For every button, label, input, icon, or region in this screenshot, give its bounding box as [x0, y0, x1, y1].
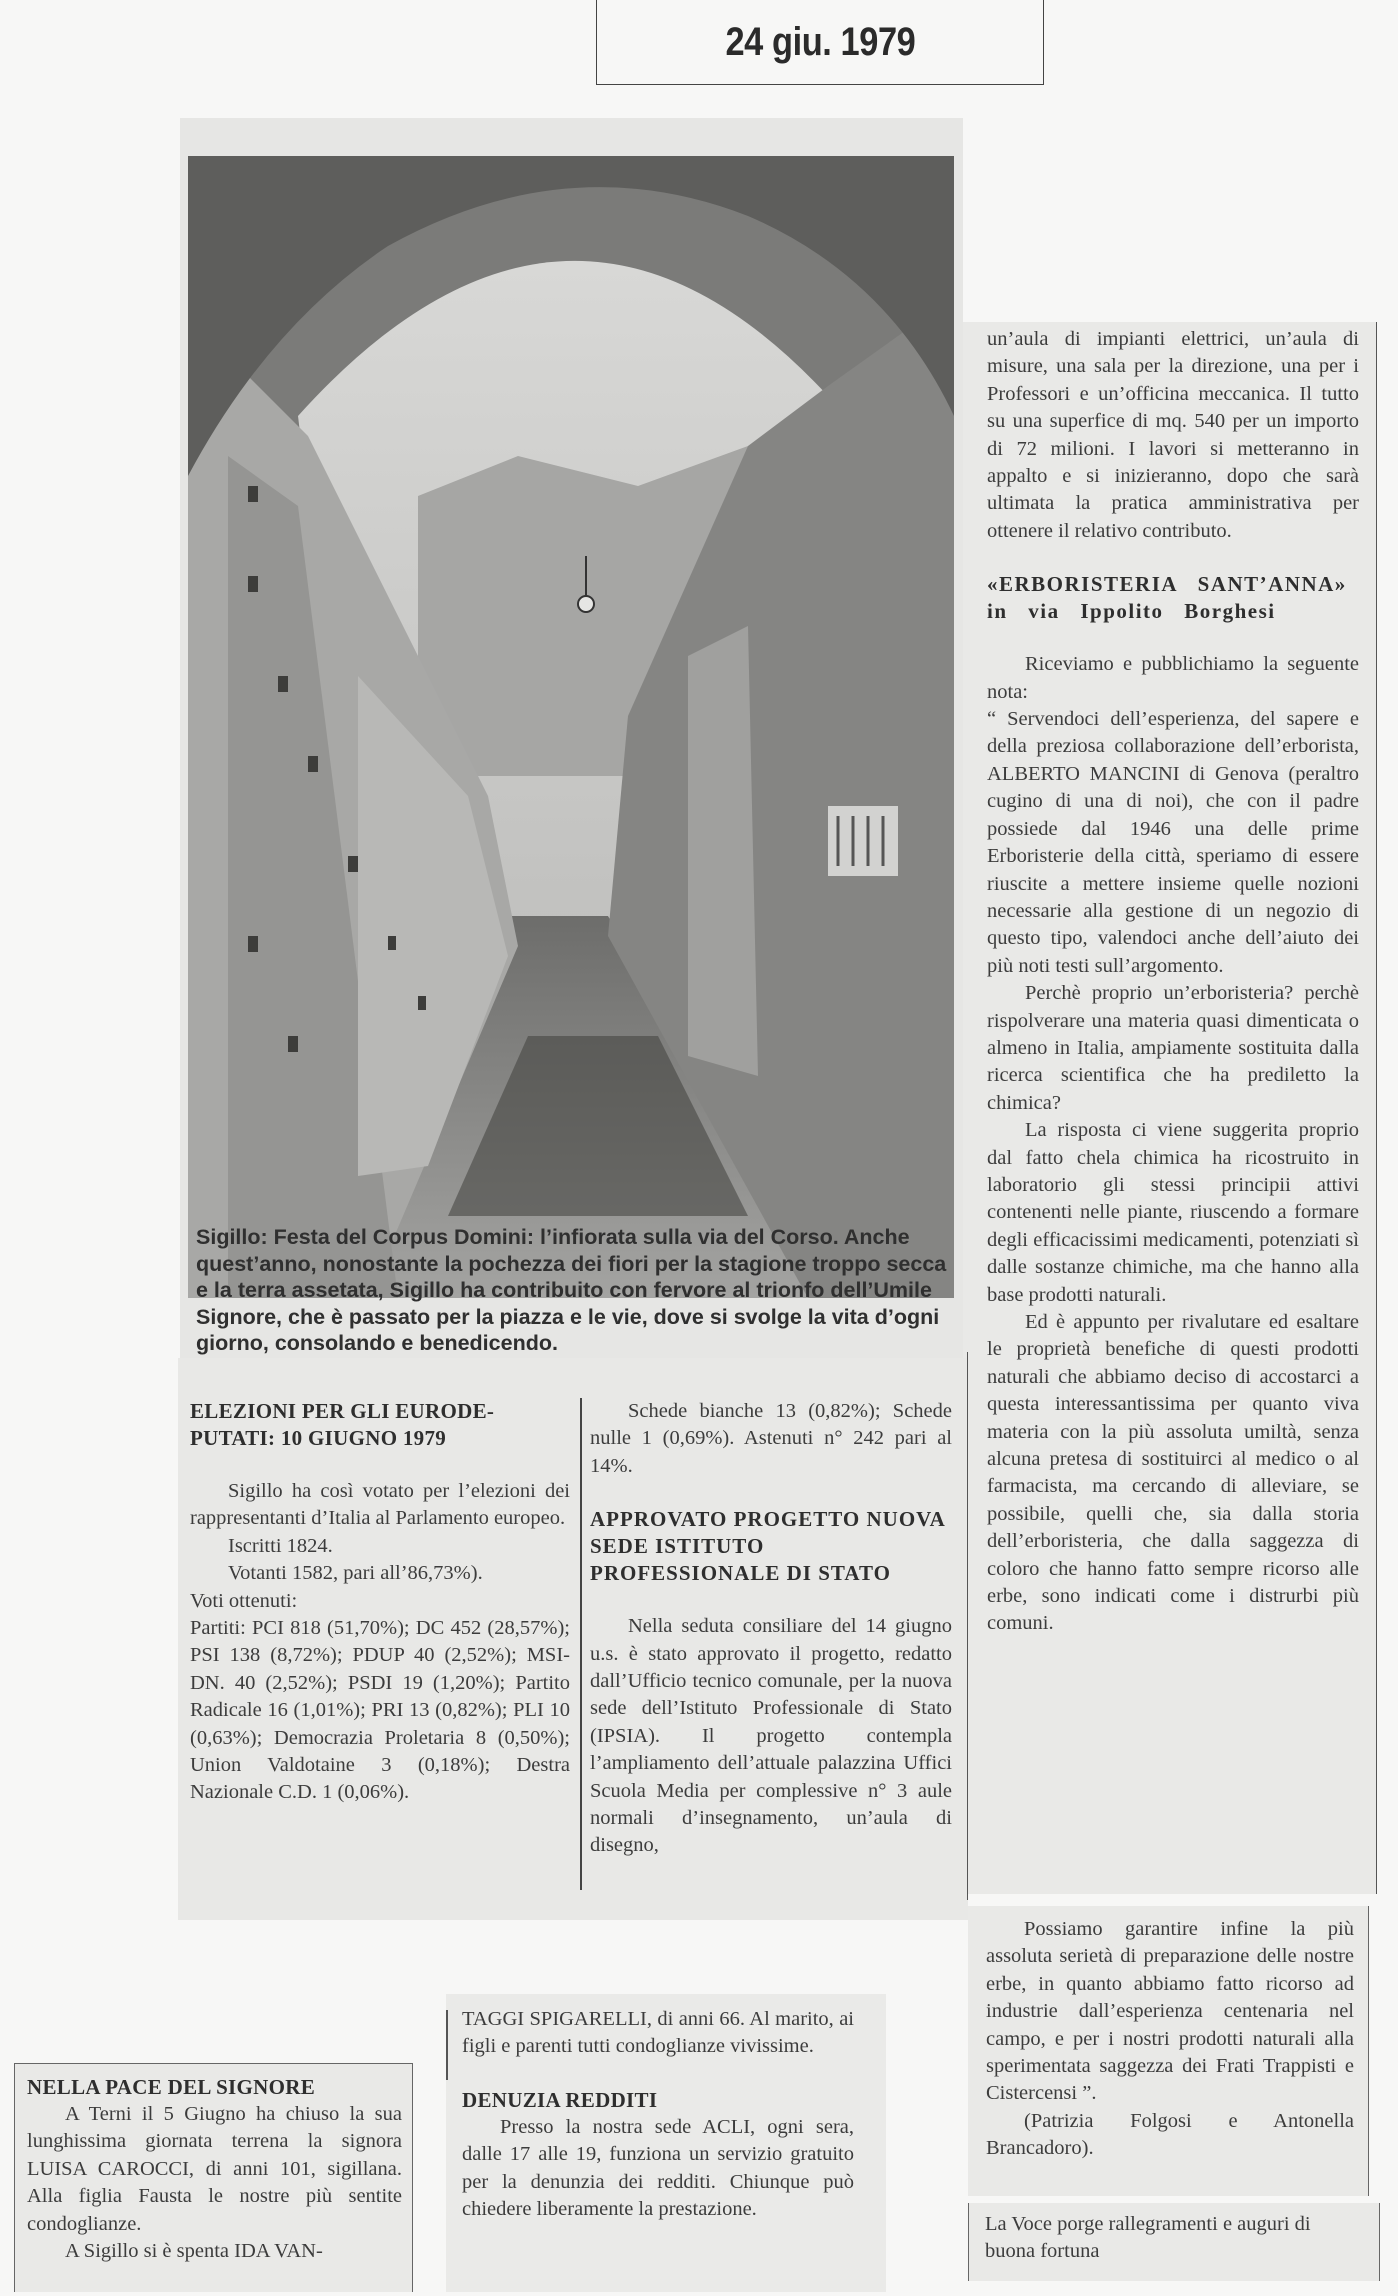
elezioni-clipping	[178, 1358, 968, 1920]
progetto-title: APPROVATO PROGETTO NUOVA SEDE ISTITUTO PROFESSIONALE DI STATO	[590, 1507, 945, 1586]
pace-redditi-clipping	[446, 1994, 886, 2292]
elezioni-iscritti: Iscritti 1824.	[228, 1534, 333, 1557]
redditi-title: DENUZIA REDDITI	[462, 2087, 658, 2112]
erboristeria-clipping	[963, 322, 1377, 1894]
erboristeria-signature: (Patrizia Folgosi e Antonella Brancadoro).	[986, 2109, 1354, 2160]
photo-caption-box	[196, 1224, 956, 1357]
pace-paragraph: A Sigillo si è spenta IDA VAN-	[65, 2240, 323, 2263]
erboristeria-paragraph: La risposta ci viene suggerita proprio dal fatto chela chimica ha ricostruito in laboratorio gli stessi principii attivi contenenti nelle piante, riuscendo a formare degli efficacissimi medicamenti, potenziati sì dalle sostanze chimiche, ma che hanno alla base prodotti naturali.	[987, 1119, 1359, 1306]
elezioni-title: ELEZIONI PER GLI EURODE-PUTATI: 10 GIUGNO 1979	[190, 1399, 495, 1450]
erboristeria-ending-clipping	[968, 1906, 1369, 2196]
voce-clipping	[968, 2203, 1380, 2281]
pace-clipping	[14, 2063, 413, 2292]
elezioni-votanti: Votanti 1582, pari all’86,73%).	[228, 1562, 483, 1585]
erboristeria-paragraph: Riceviamo e pubblichiamo la seguente nota:	[987, 653, 1359, 703]
elezioni-partiti: Partiti: PCI 818 (51,70%); DC 452 (28,57%); PSI 138 (8,72%); PDUP 40 (2,52%); MSI-DN. 40 (2,52%); PSDI 19 (1,20%); Partito Radicale 16 (1,01%); PRI 13 (0,82%); PLI 10 (0,63%); Democrazia Proletaria 8 (0,50%); Union Valdotaine 3 (0,18%); Destra Nazionale C.D. 1 (0,06%).	[190, 1617, 570, 1804]
pace-paragraph: A Terni il 5 Giugno ha chiuso la sua lunghissima giornata terrena la signora LUISA CAROCCI, di anni 101, sigillana. Alla figlia Fausta le nostre più sentite condoglianze.	[27, 2103, 402, 2235]
erboristeria-title: «ERBORISTERIA SANT’ANNA» in via Ippolito Borghesi	[987, 572, 1347, 624]
column-border	[967, 1352, 969, 1900]
erboristeria-paragraph: Ed è appunto per rivalutare ed esaltare le proprietà benefiche di questi prodotti naturali che abbiamo deciso di accostarci a questa interessantissima per quanto viva materia con la più assoluta umiltà, senza alcuna pretesa di sostituirci al medico o al farmacista, ma cercando di alleviare, se possibile, quelli che, sia dalla storia dell’erboristeria, che dalla saggezza di coloro che hanno fatto sempre ricorso alle erbe, sono indicati come i distrurbi più comuni.	[987, 1311, 1359, 1635]
redditi-body: Presso la nostra sede ACLI, ogni sera, dalle 17 alle 19, funziona un servizio gratuito per la denunzia dei redditi. Chiunque può chiedere liberamente la prestazione.	[462, 2115, 854, 2221]
elezioni-paragraph: Sigillo ha così votato per l’elezioni dei rappresentanti d’Italia al Parlamento europeo.	[190, 1480, 570, 1530]
voce-note: La Voce porge rallegramenti e auguri di buona fortuna	[985, 2213, 1311, 2263]
column-divider	[580, 1398, 582, 1890]
photo-clipping	[180, 118, 963, 1358]
erboristeria-paragraph: “ Servendoci dell’esperienza, del sapere e della preziosa collaborazione dell’erborista, ALBERTO MANCINI di Genova (peraltro cugino di una di noi), che con il padre possiede dal 1946 una delle prime Erboristerie della città, speriamo di essere riuscite a mettere insieme quelle nozioni necessarie alla gestione di un negozio di questo tipo, valendoci anche dell’aiuto dei più noti testi sull’argomento.	[987, 708, 1359, 977]
pace-title: NELLA PACE DEL SIGNORE	[27, 2075, 316, 2099]
elezioni-voti-label: Voti ottenuti:	[190, 1589, 298, 1612]
elezioni-schede: Schede bianche 13 (0,82%); Schede nulle 1 (0,69%). Astenuti n° 242 pari al 14%.	[590, 1400, 952, 1477]
pace-continuation: TAGGI SPIGARELLI, di anni 66. Al marito, ai figli e parenti tutti condoglianze vivissime.	[462, 2008, 854, 2058]
photo-caption: Sigillo: Festa del Corpus Domini: l’infiorata sulla via del Corso. Anche quest’anno, nonostante la pochezza dei fiori per la stagione troppo secca e la terra assetata, Sigillo ha contribuito con fervore al trionfo dell’Umile Signore, che è passato per la piazza e le vie, dove si svolge la vita d’ogni giorno, consolando e benedicendo.	[196, 1225, 947, 1356]
column-border	[446, 2010, 448, 2080]
date-header	[596, 0, 1044, 85]
date-text: 24 giu. 1979	[725, 19, 915, 64]
erboristeria-paragraph: Perchè proprio un’erboristeria? perchè rispolverare una materia quasi dimenticata o almeno in Italia, ampiamente sostituita dalla ricerca scientifica che ha prediletto la chimica?	[987, 982, 1359, 1114]
street-photo	[188, 156, 954, 1298]
erboristeria-ending: Possiamo garantire infine la più assoluta serietà di preparazione delle nostre erbe, in quanto abbiamo fatto ricorso ad industrie dall’esperienza centenaria nel campo, e per i nostri prodotti naturali alla sperimentata saggezza dei Frati Trappisti e Cistercensi ”.	[986, 1918, 1354, 2105]
street-photo-image	[188, 156, 954, 1298]
progetto-body: Nella seduta consiliare del 14 giugno u.s. è stato approvato il progetto, redatto dall’Ufficio tecnico comunale, per la nuova sede dell’Istituto Professionale di Stato (IPSIA). Il progetto contempla l’ampliamento dell’attuale palazzina Uffici Scuola Media per complessive n° 3 aule normali d’insegnamento, un’aula di disegno,	[590, 1615, 952, 1857]
progetto-continuation: un’aula di impianti elettrici, un’aula di misure, una sala per la direzione, una per i Professori e un’officina meccanica. Il tutto su una superfice di mq. 540 per un importo di 72 milioni. I lavori si metteranno in appalto e si inizieranno, dopo che sarà ultimata la pratica amministrativa per ottenere il relativo contributo.	[987, 328, 1359, 542]
